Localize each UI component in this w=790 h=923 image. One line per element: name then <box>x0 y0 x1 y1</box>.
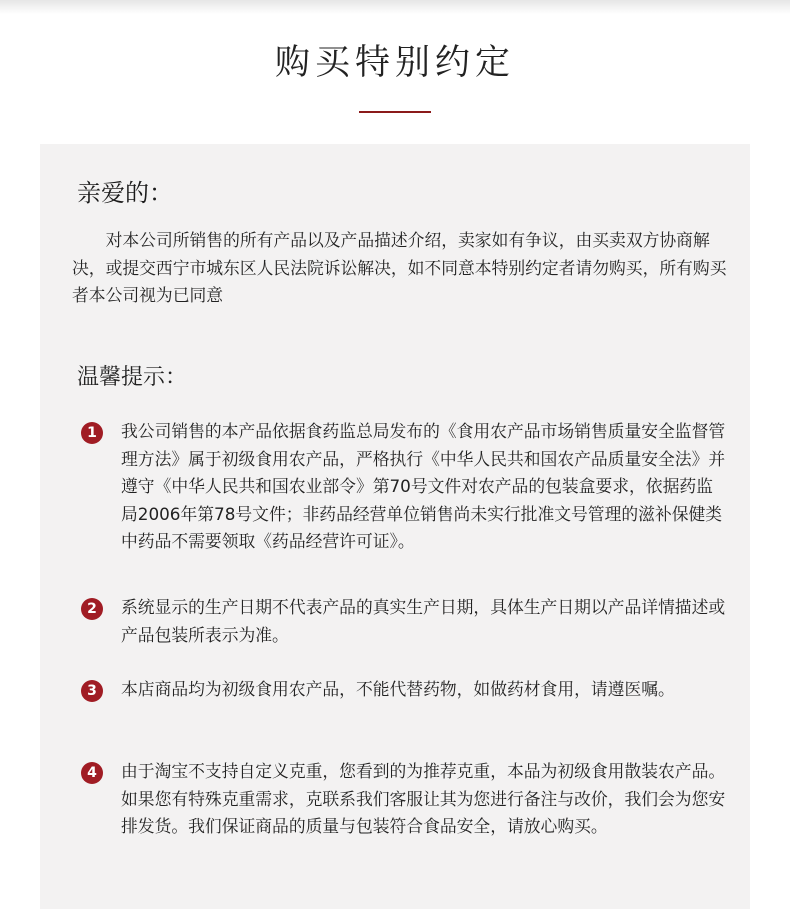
tips-heading: 温馨提示： <box>77 365 188 390</box>
tip-number-badge: 1 <box>81 422 103 444</box>
top-shadow <box>0 0 790 14</box>
tip-text: 本店商品均为初级食用农产品，不能代替药物，如做药材食用，请遵医嘱。 <box>121 679 675 699</box>
title-underline <box>359 111 431 113</box>
tip-text: 系统显示的生产日期不代表产品的真实生产日期，具体生产日期以产品详情描述或产品包装所表示为准。 <box>121 597 726 645</box>
intro-paragraph: 对本公司所销售的所有产品以及产品描述介绍，卖家如有争议，由买卖双方协商解决，或提交西宁市城东区人民法院诉讼解决，如不同意本特别约定者请勿购买，所有购买者本公司视为已同意 <box>72 230 727 305</box>
page-title: 购买特别约定 <box>274 43 515 83</box>
tip-number-badge: 4 <box>81 762 103 784</box>
tip-number-badge: 2 <box>81 598 103 620</box>
tip-number-badge: 3 <box>81 680 103 702</box>
greeting-heading: 亲爱的： <box>77 179 173 207</box>
tip-text: 我公司销售的本产品依据食药监总局发布的《食用农产品市场销售质量安全监督管理方法》属于初级食用农产品，严格执行《中华人民共和国农产品质量安全法》并遵守《中华人民共和国农业部令》第70号文件对农产品的包装盒要求，依据药监局2006年第78号文件；非药品经营单位销售尚未实行批准文号管理的滋补保健类中药品不需要领取《药品经营许可证》。 <box>121 421 726 551</box>
tip-text: 由于淘宝不支持自定义克重，您看到的为推荐克重，本品为初级食用散装农产品。如果您有特殊克重需求，克联系我们客服让其为您进行备注与改价，我们会为您安排发货。我们保证商品的质量与包装符合食品安全，请放心购买。 <box>121 761 726 836</box>
